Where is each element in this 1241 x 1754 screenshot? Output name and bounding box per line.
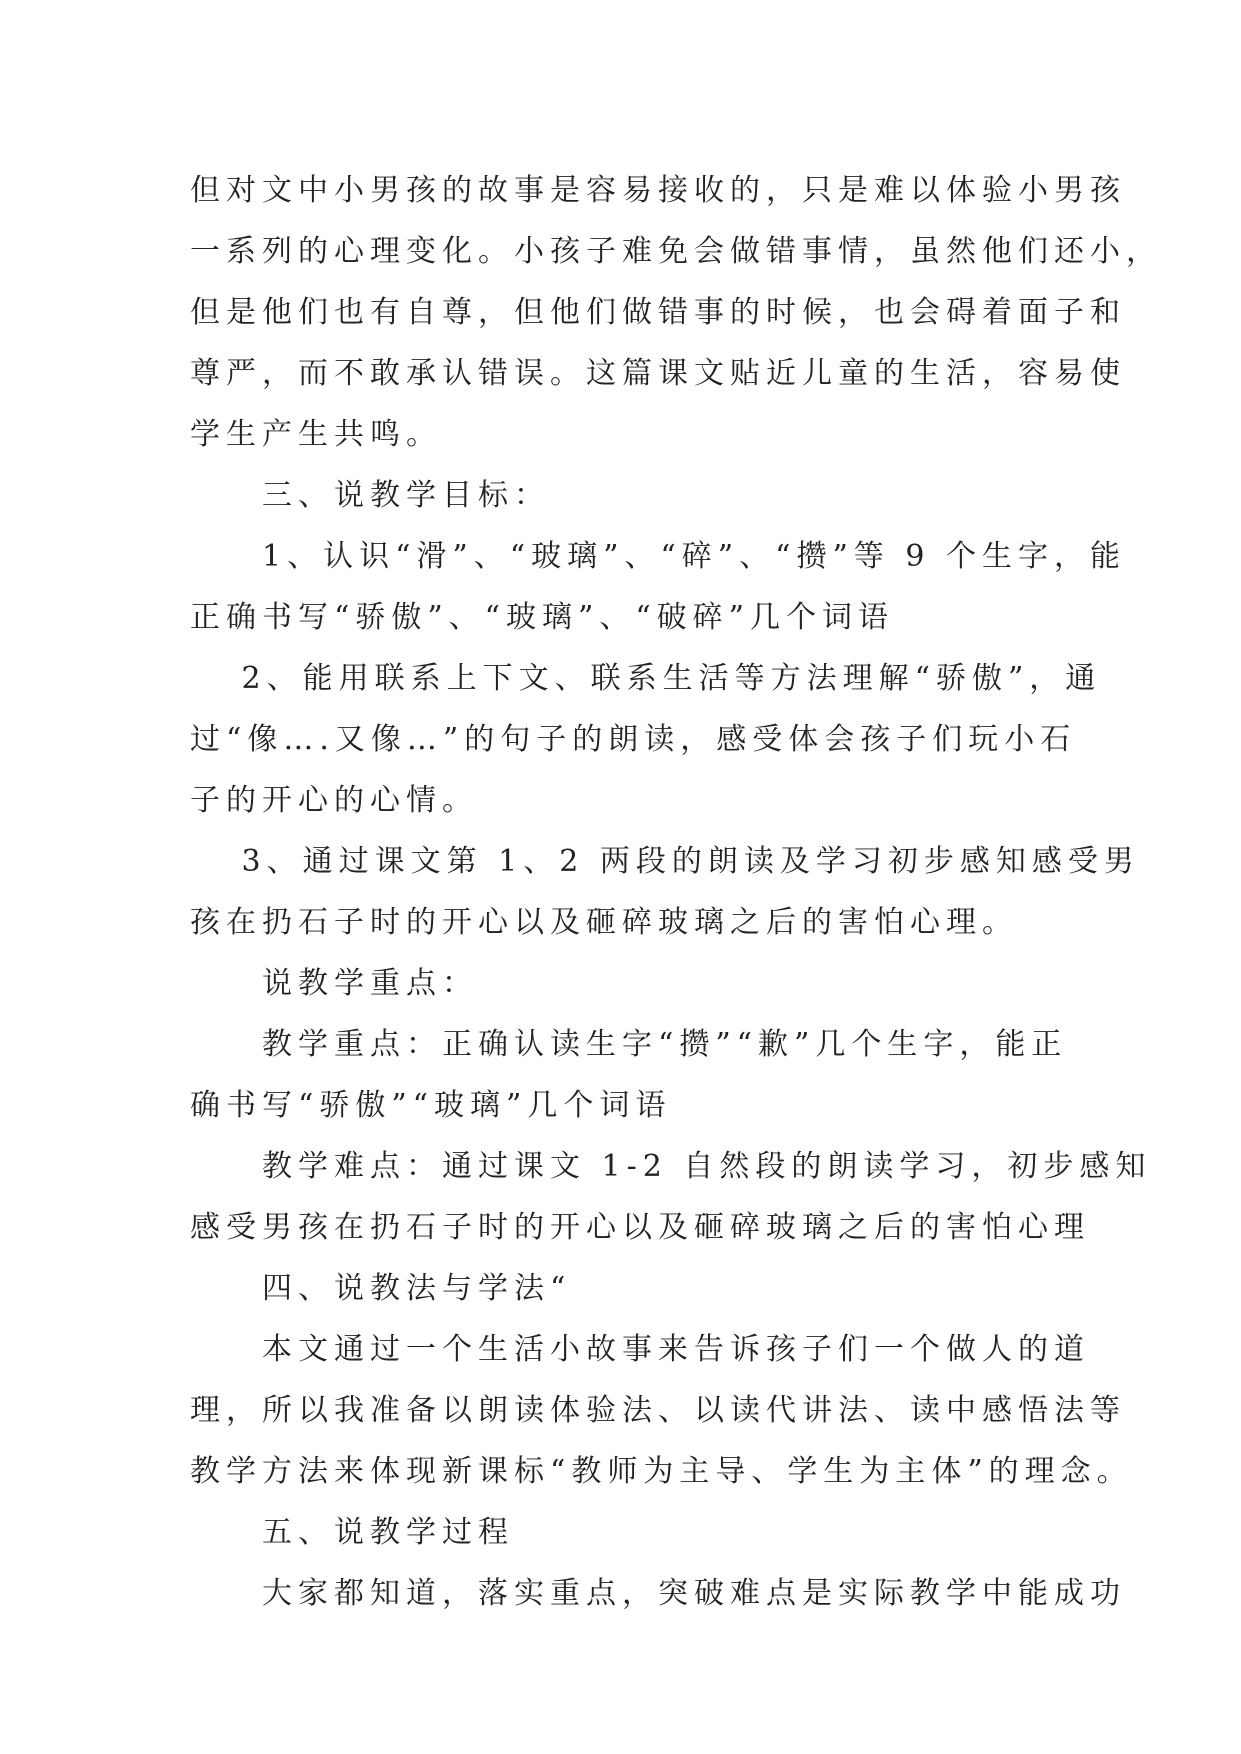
text-line: 学生产生共鸣。	[190, 417, 442, 452]
text-line: 感受男孩在扔石子时的开心以及砸碎玻璃之后的害怕心理	[190, 1210, 1090, 1245]
text-line: 2、能用联系上下文、联系生活等方法理解“骄傲”，通	[190, 661, 1102, 696]
text-line: 孩在扔石子时的开心以及砸碎玻璃之后的害怕心理。	[190, 905, 1018, 940]
section-heading: 四、说教法与学法“	[190, 1271, 572, 1306]
section-heading: 说教学重点：	[190, 966, 478, 1001]
text-line: 本文通过一个生活小故事来告诉孩子们一个做人的道	[190, 1332, 1090, 1367]
document-body	[190, 160, 1162, 1624]
section-heading: 三、说教学目标：	[190, 478, 550, 513]
text-line: 理，所以我准备以朗读体验法、以读代讲法、读中感悟法等	[190, 1393, 1126, 1428]
text-line: 尊严，而不敢承认错误。这篇课文贴近儿童的生活，容易使	[190, 356, 1126, 391]
section-heading: 五、说教学过程	[190, 1515, 514, 1550]
text-line: 子的开心的心情。	[190, 783, 478, 818]
text-line: 教学方法来体现新课标“教师为主导、学生为主体”的理念。	[190, 1454, 1133, 1489]
text-line: 确书写“骄傲”“玻璃”几个词语	[190, 1088, 672, 1123]
text-line: 过“像….又像…”的句子的朗读，感受体会孩子们玩小石	[190, 722, 1077, 757]
text-line: 正确书写“骄傲”、“玻璃”、“破碎”几个词语	[190, 600, 895, 635]
text-line: 教学难点：通过课文 1-2 自然段的朗读学习，初步感知	[190, 1149, 1152, 1184]
text-line: 但对文中小男孩的故事是容易接收的，只是难以体验小男孩	[190, 173, 1126, 208]
text-line: 教学重点：正确认读生字“攒”“歉”几个生字，能正	[190, 1027, 1068, 1062]
text-line: 3、通过课文第 1、2 两段的朗读及学习初步感知感受男	[190, 844, 1140, 879]
text-line: 1、认识“滑”、“玻璃”、“碎”、“攒”等 9 个生字，能	[190, 539, 1126, 574]
text-line: 一系列的心理变化。小孩子难免会做错事情，虽然他们还小，	[190, 234, 1162, 269]
text-line: 大家都知道，落实重点，突破难点是实际教学中能成功	[190, 1576, 1126, 1611]
text-line: 但是他们也有自尊，但他们做错事的时候，也会碍着面子和	[190, 295, 1126, 330]
